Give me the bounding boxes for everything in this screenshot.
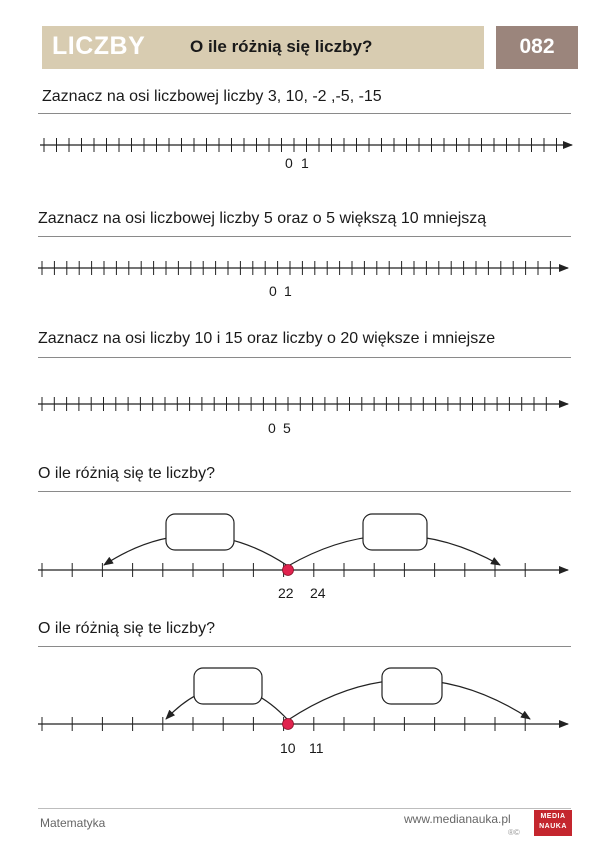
logo-line-1: MEDIA bbox=[540, 813, 566, 820]
page-title: O ile różnią się liczby? bbox=[190, 37, 373, 56]
number-line-5 bbox=[38, 668, 568, 731]
footer-subject: Matematyka bbox=[40, 816, 106, 830]
nl5-answer-box-right bbox=[382, 668, 442, 704]
nl4-answer-box-left bbox=[166, 514, 234, 550]
nl4-label-22: 22 bbox=[278, 585, 294, 601]
nl4-label-24: 24 bbox=[310, 585, 326, 601]
logo-line-2: NAUKA bbox=[539, 823, 567, 830]
nl4-red-marker bbox=[283, 565, 294, 576]
nl4-answer-box-right bbox=[363, 514, 427, 550]
nl3-label-five: 5 bbox=[283, 420, 291, 436]
number-line-3 bbox=[38, 397, 568, 411]
exercise-5-prompt: O ile różnią się te liczby? bbox=[38, 620, 215, 637]
footer-rule bbox=[38, 808, 571, 809]
number-line-4 bbox=[38, 514, 568, 577]
nl2-label-zero: 0 bbox=[269, 283, 277, 299]
nl5-answer-box-left bbox=[194, 668, 262, 704]
exercise-3-prompt: Zaznacz na osi liczby 10 i 15 oraz liczby o 20 większe i mniejsze bbox=[38, 330, 496, 347]
header-brand: LICZBY bbox=[52, 32, 146, 60]
page-number: 082 bbox=[519, 35, 555, 58]
nl5-label-11: 11 bbox=[309, 740, 324, 756]
footer-url[interactable]: www.medianauka.pl bbox=[404, 812, 511, 826]
nl5-red-marker bbox=[283, 719, 294, 730]
exercise-4-prompt: O ile różnią się te liczby? bbox=[38, 465, 215, 482]
footer-mark: ®© bbox=[508, 828, 520, 837]
nl3-label-zero: 0 bbox=[268, 420, 276, 436]
nl1-label-one: 1 bbox=[301, 155, 309, 171]
exercise-2-prompt: Zaznacz na osi liczbowej liczby 5 oraz o 5 większą 10 mniejszą bbox=[38, 210, 487, 227]
nl5-label-10: 10 bbox=[280, 740, 296, 756]
number-line-2 bbox=[38, 261, 568, 275]
nl2-label-one: 1 bbox=[284, 283, 292, 299]
exercise-1-prompt: Zaznacz na osi liczbowej liczby 3, 10, -2 ,-5, -15 bbox=[42, 88, 382, 105]
logo-text bbox=[534, 812, 572, 832]
number-line-1 bbox=[40, 138, 572, 152]
nl1-label-zero: 0 bbox=[285, 155, 293, 171]
